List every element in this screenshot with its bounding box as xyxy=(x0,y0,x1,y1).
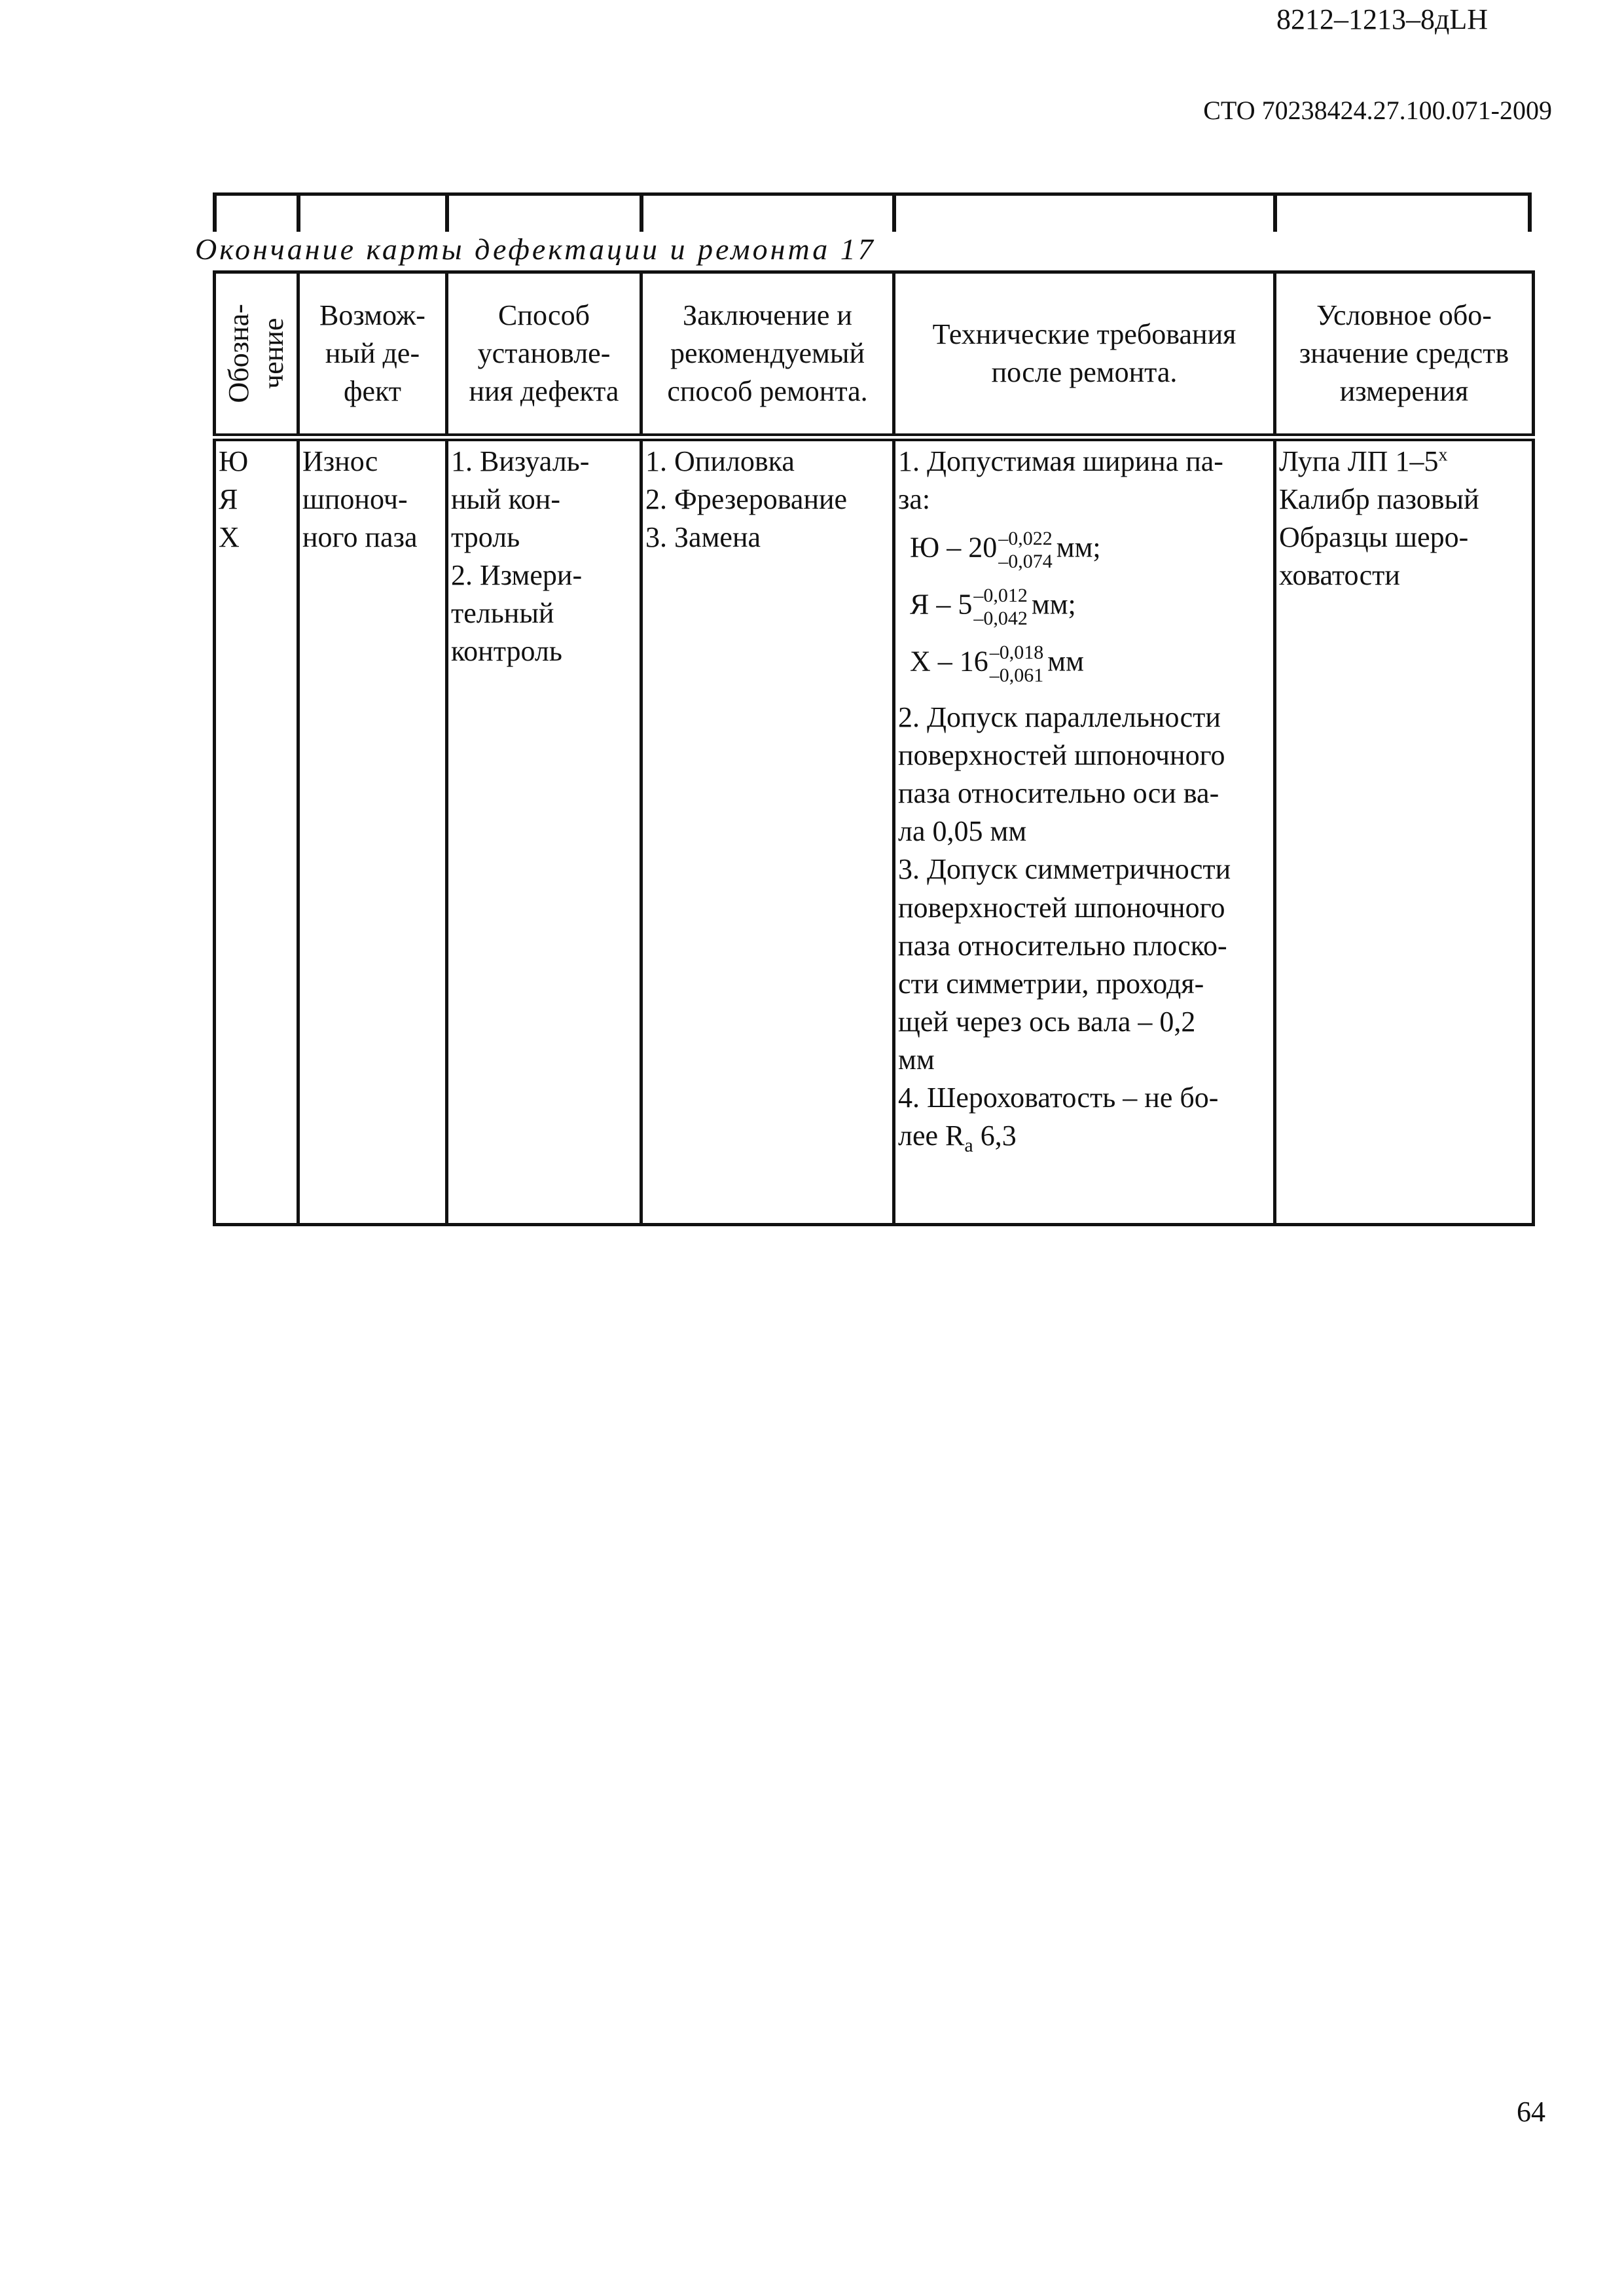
header-method: Способ установле- ния дефекта xyxy=(447,272,641,438)
page-number: 64 xyxy=(1517,2096,1545,2128)
header-defect: Возмож- ный де- фект xyxy=(298,272,447,438)
stub-divider xyxy=(640,192,643,232)
header-instruments: Условное обо- значение средств измерения xyxy=(1275,272,1534,438)
header-repair: Заключение и рекомендуемый способ ремонта. xyxy=(641,272,894,438)
cell-defect: Износ шпоноч- ного паза xyxy=(298,437,447,1225)
table-header-row xyxy=(215,272,1534,438)
cell-method: 1. Визуаль- ный кон- троль 2. Измери- тельный контроль xyxy=(447,437,641,1225)
tolerance-formula: Я – 5 –0,012 –0,042 мм; xyxy=(910,585,1076,629)
previous-table-stub xyxy=(213,192,1532,232)
defect-card-table xyxy=(213,270,1532,1226)
cell-designation: Ю Я Х xyxy=(215,437,298,1225)
header-requirements: Технические требования после ремонта. xyxy=(894,272,1275,438)
document-code: СТО 70238424.27.100.071-2009 xyxy=(1203,96,1552,125)
cell-instruments: Лупа ЛП $1-5^х$ Калибр пазовый Образцы шеро- ховатости xyxy=(1275,437,1534,1225)
header-designation-text: Обозна- чение xyxy=(222,304,289,403)
table-row xyxy=(215,437,1534,1225)
stub-divider xyxy=(1273,192,1277,232)
header-designation xyxy=(215,272,298,438)
stub-divider xyxy=(892,192,896,232)
stub-divider xyxy=(1528,192,1532,232)
cell-repair: 1. Опиловка 2. Фрезерование 3. Замена xyxy=(641,437,894,1225)
stub-top-line xyxy=(213,192,1532,196)
stub-code: 8212–1213–8дLH xyxy=(1276,3,1489,35)
table-caption: Окончание карты дефектации и ремонта 17 xyxy=(195,232,876,266)
stub-divider xyxy=(213,192,217,232)
tolerance-formula: Ю – 20 –0,022 –0,074 мм; xyxy=(910,528,1101,572)
stub-divider xyxy=(445,192,449,232)
cell-requirements: 1. Допустимая ширина па- за: Ю – 20 –0,022 –0,074 мм; Я – 5 –0,012 –0,042 мм; Х – 16 –0,018 –0,061 мм 2. Допуск параллельности поверхностей шпоночного паза относительно оси ва- ла 0,05 мм 3. Допуск симметричности поверхностей шпоночного паза относительно плоско- сти симметрии, проходя- щей через ось вала – 0,2 мм 4. Шероховатость – не бо- лее $R_a$ 6,3 xyxy=(894,437,1275,1225)
roughness-line: лее $R_a$ 6,3 xyxy=(898,1120,1017,1156)
stub-divider xyxy=(297,192,300,232)
tolerance-formula: Х – 16 –0,018 –0,061 мм xyxy=(910,642,1084,686)
